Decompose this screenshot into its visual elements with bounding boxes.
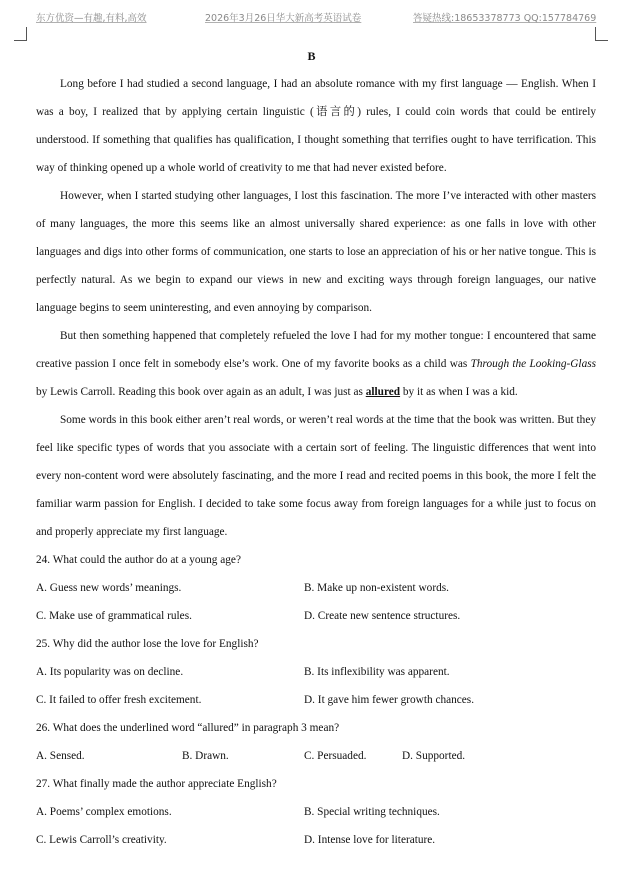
option-25-d: D. It gave him fewer growth chances. <box>304 694 475 706</box>
option-24-c: C. Make use of grammatical rules. <box>36 610 192 622</box>
paragraph-3 <box>36 322 596 406</box>
option-26-d: D. Supported. <box>402 750 466 762</box>
header-publisher: 东方优资—有趣,有料,高效 <box>36 13 147 24</box>
question-27-stem: 27. What finally made the author appreciate English? <box>36 778 277 790</box>
question-26-options-row <box>36 742 596 770</box>
paragraph-1: Long before I had studied a second language, I had an absolute romance with my first language — English. When I was a boy, I realized that by applying certain linguistic (语言的) rules, I could coin words that could be entirely understood. If something that qualifies has qualification, I thought something that terrifies ought to have terrification. This way of thinking opened up a whole world of creativity to me that had never existed before. <box>36 78 596 174</box>
option-26-c: C. Persuaded. <box>304 750 367 762</box>
question-24-options-row-1 <box>36 574 596 602</box>
page-header <box>0 11 623 27</box>
option-27-c: C. Lewis Carroll’s creativity. <box>36 834 167 846</box>
option-27-b: B. Special writing techniques. <box>304 806 440 818</box>
option-26-b: B. Drawn. <box>182 750 229 762</box>
question-25-options-row-1 <box>36 658 596 686</box>
paragraph-3-part-a: But then something happened that completely refueled the love I had for my mother tongue: I encountered that same creative passion I once felt in somebody else’s work. One of my favorite books as a child was <box>36 330 596 370</box>
question-27-options-row-1 <box>36 798 596 826</box>
option-25-b: B. Its inflexibility was apparent. <box>304 666 450 678</box>
reading-passage <box>36 70 596 854</box>
question-25-options-row-2 <box>36 686 596 714</box>
book-title: Through the Looking-Glass <box>470 358 597 370</box>
header-exam-title: 2026年3月26日华大新高考英语试卷 <box>205 13 362 24</box>
paragraph-3-part-c: by it as when I was a kid. <box>402 386 518 398</box>
option-27-d: D. Intense love for literature. <box>304 834 436 846</box>
question-26-stem: 26. What does the underlined word “allured” in paragraph 3 mean? <box>36 722 340 734</box>
paragraph-4: Some words in this book either aren’t real words, or weren’t real words at the time that the book was written. But they feel like specific types of words that you associate with a certain sort of feeling. The linguistic differences that went into every non-content word were absolutely fascinating, and the more I read and recited poems in this book, the more I felt the familiar warm passion for English. I decided to take some focus away from foreign languages for a while just to focus on and properly appreciate my first language. <box>36 414 596 538</box>
crop-mark-left <box>14 27 27 41</box>
option-24-d: D. Create new sentence structures. <box>304 610 461 622</box>
option-26-a: A. Sensed. <box>36 750 85 762</box>
option-25-c: C. It failed to offer fresh excitement. <box>36 694 202 706</box>
option-24-b: B. Make up non-existent words. <box>304 582 449 594</box>
underlined-word: allured <box>365 386 401 398</box>
question-24-stem: 24. What could the author do at a young age? <box>36 554 241 566</box>
crop-mark-right <box>595 27 608 41</box>
option-24-a: A. Guess new words’ meanings. <box>36 582 182 594</box>
paragraph-3-part-b: by Lewis Carroll. Reading this book over again as an adult, I was just as <box>36 386 363 398</box>
option-25-a: A. Its popularity was on decline. <box>36 666 184 678</box>
question-24-options-row-2 <box>36 602 596 630</box>
question-27-options-row-2 <box>36 826 596 854</box>
section-label: B <box>307 49 316 63</box>
question-25-stem: 25. Why did the author lose the love for English? <box>36 638 259 650</box>
option-27-a: A. Poems’ complex emotions. <box>36 806 172 818</box>
paragraph-2: However, when I started studying other languages, I lost this fascination. The more I’ve interacted with other masters of many languages, the more this seems like an almost universally shared experience: as one falls in love with other languages and digs into other forms of communication, one starts to lose an appreciation of his or her native tongue. This is perfectly natural. As we begin to expand our views in new and exciting ways through foreign languages, our native language begins to seem uninteresting, and even annoying by comparison. <box>36 190 596 314</box>
header-contact: 答疑热线:18653378773 QQ:157784769 <box>413 13 597 24</box>
